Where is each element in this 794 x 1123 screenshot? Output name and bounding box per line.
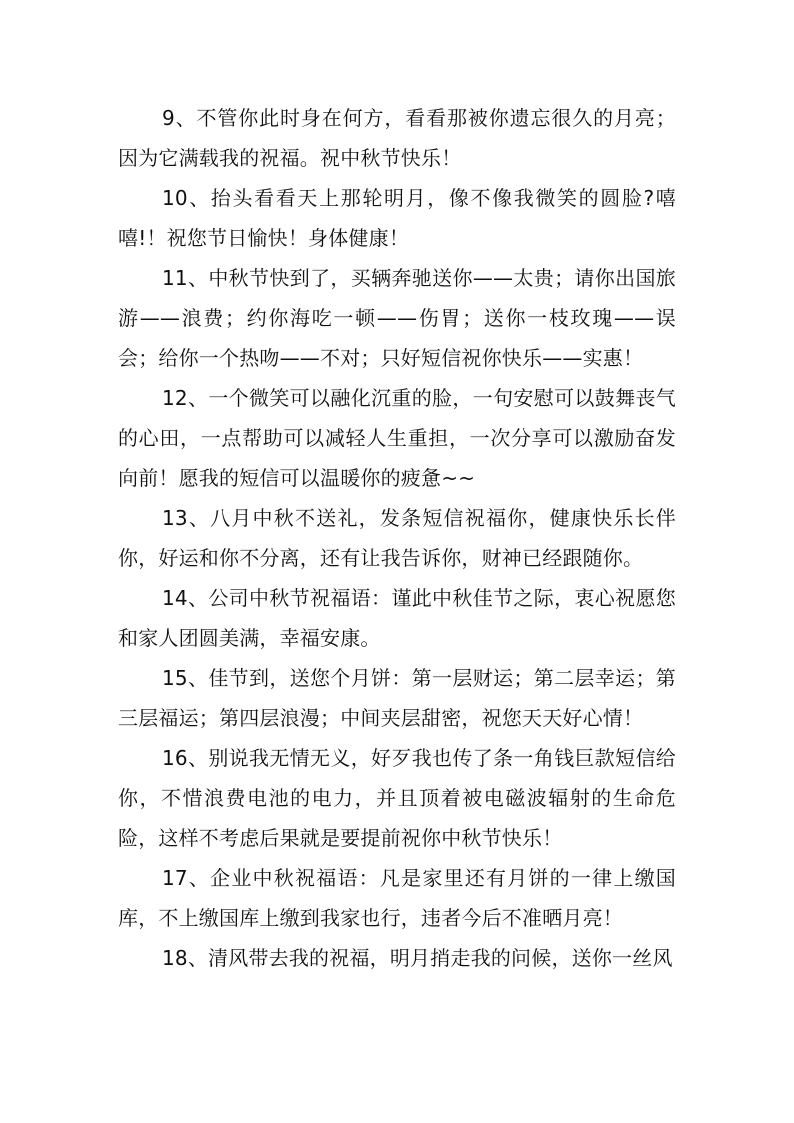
- paragraph-17: 17、企业中秋祝福语：凡是家里还有月饼的一律上缴国库，不上缴国库上缴到我家也行，违者今后不准晒月亮！: [118, 866, 676, 930]
- paragraph-14: 14、公司中秋节祝福语：谨此中秋佳节之际，衷心祝愿您和家人团圆美满，幸福安康。: [118, 586, 676, 650]
- paragraph-11: 11、中秋节快到了，买辆奔驰送你——太贵；请你出国旅游——浪费；约你海吃一顿——伤胃；送你一枝玫瑰——误会；给你一个热吻——不对；只好短信祝你快乐——实惠！: [118, 266, 676, 370]
- paragraph-13: 13、八月中秋不送礼，发条短信祝福你，健康快乐长伴你，好运和你不分离，还有让我告诉你，财神已经跟随你。: [118, 506, 676, 570]
- paragraph-16: 16、别说我无情无义，好歹我也传了条一角钱巨款短信给你，不惜浪费电池的电力，并且顶着被电磁波辐射的生命危险，这样不考虑后果就是要提前祝你中秋节快乐！: [118, 746, 676, 850]
- paragraph-10: 10、抬头看看天上那轮明月，像不像我微笑的圆脸?嘻嘻!！祝您节日愉快！身体健康！: [118, 186, 676, 250]
- paragraph-15: 15、佳节到，送您个月饼：第一层财运；第二层幸运；第三层福运；第四层浪漫；中间夹层甜密，祝您天天好心情！: [118, 666, 676, 730]
- paragraph-12: 12、一个微笑可以融化沉重的脸，一句安慰可以鼓舞丧气的心田，一点帮助可以减轻人生重担，一次分享可以激励奋发向前！愿我的短信可以温暖你的疲惫~~: [118, 386, 676, 490]
- document-body: [118, 98, 676, 978]
- paragraph-18: 18、清风带去我的祝福，明月捎走我的问候，送你一丝风: [162, 946, 673, 970]
- paragraph-9: 9、不管你此时身在何方，看看那被你遗忘很久的月亮；因为它满载我的祝福。祝中秋节快乐！: [118, 106, 676, 170]
